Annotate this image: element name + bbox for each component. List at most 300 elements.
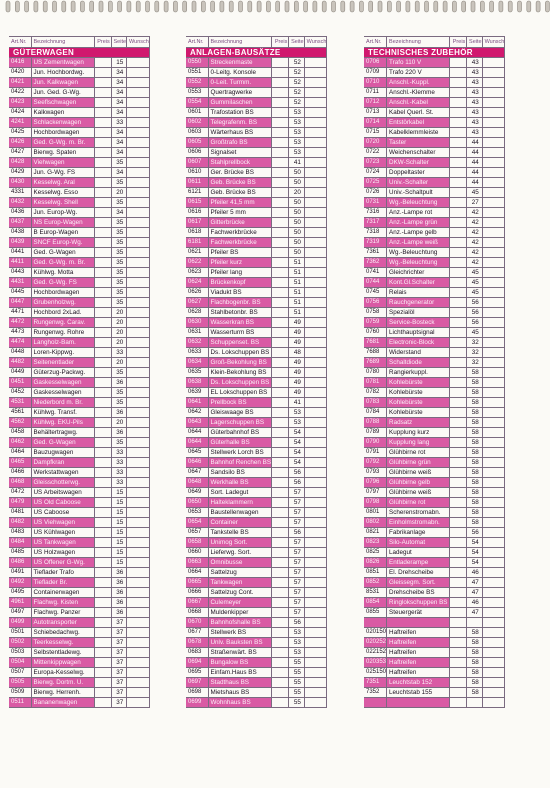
wunsch-cell[interactable] [482, 618, 505, 628]
wunsch-cell[interactable] [304, 668, 327, 678]
preis-cell[interactable] [450, 458, 467, 468]
preis-cell[interactable] [94, 498, 111, 508]
wunsch-cell[interactable] [127, 158, 150, 168]
wunsch-cell[interactable] [482, 648, 505, 658]
preis-cell[interactable] [450, 168, 467, 178]
preis-cell[interactable] [94, 488, 111, 498]
wunsch-cell[interactable] [304, 78, 327, 88]
wunsch-cell[interactable] [304, 368, 327, 378]
wunsch-cell[interactable] [482, 608, 505, 618]
wunsch-cell[interactable] [304, 398, 327, 408]
preis-cell[interactable] [94, 108, 111, 118]
preis-cell[interactable] [272, 58, 289, 68]
preis-cell[interactable] [272, 378, 289, 388]
wunsch-cell[interactable] [482, 678, 505, 688]
preis-cell[interactable] [450, 328, 467, 338]
wunsch-cell[interactable] [482, 148, 505, 158]
preis-cell[interactable] [450, 358, 467, 368]
wunsch-cell[interactable] [304, 598, 327, 608]
preis-cell[interactable] [450, 158, 467, 168]
wunsch-cell[interactable] [127, 418, 150, 428]
wunsch-cell[interactable] [127, 118, 150, 128]
wunsch-cell[interactable] [482, 458, 505, 468]
preis-cell[interactable] [94, 198, 111, 208]
preis-cell[interactable] [94, 688, 111, 698]
wunsch-cell[interactable] [304, 548, 327, 558]
wunsch-cell[interactable] [482, 88, 505, 98]
preis-cell[interactable] [272, 418, 289, 428]
wunsch-cell[interactable] [304, 628, 327, 638]
preis-cell[interactable] [94, 558, 111, 568]
preis-cell[interactable] [450, 98, 467, 108]
preis-cell[interactable] [450, 148, 467, 158]
wunsch-cell[interactable] [127, 58, 150, 68]
wunsch-cell[interactable] [127, 558, 150, 568]
preis-cell[interactable] [450, 668, 467, 678]
preis-cell[interactable] [450, 338, 467, 348]
preis-cell[interactable] [94, 478, 111, 488]
wunsch-cell[interactable] [304, 198, 327, 208]
preis-cell[interactable] [450, 488, 467, 498]
preis-cell[interactable] [272, 358, 289, 368]
preis-cell[interactable] [94, 598, 111, 608]
wunsch-cell[interactable] [482, 368, 505, 378]
wunsch-cell[interactable] [304, 208, 327, 218]
wunsch-cell[interactable] [127, 448, 150, 458]
preis-cell[interactable] [272, 628, 289, 638]
wunsch-cell[interactable] [482, 488, 505, 498]
wunsch-cell[interactable] [127, 68, 150, 78]
preis-cell[interactable] [94, 368, 111, 378]
wunsch-cell[interactable] [482, 468, 505, 478]
wunsch-cell[interactable] [127, 218, 150, 228]
wunsch-cell[interactable] [127, 198, 150, 208]
preis-cell[interactable] [272, 698, 289, 708]
wunsch-cell[interactable] [127, 268, 150, 278]
preis-cell[interactable] [272, 158, 289, 168]
preis-cell[interactable] [450, 218, 467, 228]
wunsch-cell[interactable] [127, 328, 150, 338]
wunsch-cell[interactable] [304, 138, 327, 148]
preis-cell[interactable] [272, 538, 289, 548]
preis-cell[interactable] [272, 268, 289, 278]
preis-cell[interactable] [94, 668, 111, 678]
preis-cell[interactable] [272, 568, 289, 578]
preis-cell[interactable] [272, 248, 289, 258]
preis-cell[interactable] [94, 308, 111, 318]
preis-cell[interactable] [272, 658, 289, 668]
preis-cell[interactable] [450, 258, 467, 268]
preis-cell[interactable] [450, 368, 467, 378]
preis-cell[interactable] [272, 368, 289, 378]
preis-cell[interactable] [94, 618, 111, 628]
wunsch-cell[interactable] [304, 698, 327, 708]
wunsch-cell[interactable] [127, 608, 150, 618]
preis-cell[interactable] [94, 228, 111, 238]
wunsch-cell[interactable] [482, 288, 505, 298]
wunsch-cell[interactable] [482, 98, 505, 108]
wunsch-cell[interactable] [482, 328, 505, 338]
preis-cell[interactable] [272, 78, 289, 88]
preis-cell[interactable] [94, 78, 111, 88]
wunsch-cell[interactable] [127, 438, 150, 448]
preis-cell[interactable] [450, 308, 467, 318]
preis-cell[interactable] [94, 328, 111, 338]
wunsch-cell[interactable] [127, 388, 150, 398]
wunsch-cell[interactable] [304, 58, 327, 68]
wunsch-cell[interactable] [304, 118, 327, 128]
preis-cell[interactable] [272, 478, 289, 488]
wunsch-cell[interactable] [304, 418, 327, 428]
preis-cell[interactable] [94, 268, 111, 278]
preis-cell[interactable] [94, 68, 111, 78]
wunsch-cell[interactable] [127, 288, 150, 298]
preis-cell[interactable] [450, 658, 467, 668]
preis-cell[interactable] [272, 308, 289, 318]
preis-cell[interactable] [450, 198, 467, 208]
wunsch-cell[interactable] [304, 278, 327, 288]
wunsch-cell[interactable] [482, 58, 505, 68]
wunsch-cell[interactable] [304, 538, 327, 548]
wunsch-cell[interactable] [127, 258, 150, 268]
wunsch-cell[interactable] [482, 278, 505, 288]
preis-cell[interactable] [94, 288, 111, 298]
wunsch-cell[interactable] [482, 248, 505, 258]
wunsch-cell[interactable] [482, 198, 505, 208]
wunsch-cell[interactable] [304, 498, 327, 508]
preis-cell[interactable] [450, 578, 467, 588]
wunsch-cell[interactable] [127, 468, 150, 478]
preis-cell[interactable] [450, 78, 467, 88]
preis-cell[interactable] [94, 648, 111, 658]
wunsch-cell[interactable] [482, 558, 505, 568]
wunsch-cell[interactable] [127, 478, 150, 488]
preis-cell[interactable] [272, 338, 289, 348]
wunsch-cell[interactable] [304, 558, 327, 568]
preis-cell[interactable] [450, 678, 467, 688]
wunsch-cell[interactable] [304, 568, 327, 578]
preis-cell[interactable] [272, 168, 289, 178]
preis-cell[interactable] [94, 148, 111, 158]
wunsch-cell[interactable] [127, 628, 150, 638]
preis-cell[interactable] [94, 698, 111, 708]
wunsch-cell[interactable] [482, 398, 505, 408]
preis-cell[interactable] [450, 348, 467, 358]
preis-cell[interactable] [272, 258, 289, 268]
preis-cell[interactable] [272, 348, 289, 358]
wunsch-cell[interactable] [482, 418, 505, 428]
wunsch-cell[interactable] [482, 178, 505, 188]
wunsch-cell[interactable] [127, 138, 150, 148]
preis-cell[interactable] [272, 688, 289, 698]
preis-cell[interactable] [450, 508, 467, 518]
preis-cell[interactable] [272, 608, 289, 618]
wunsch-cell[interactable] [127, 548, 150, 558]
preis-cell[interactable] [450, 318, 467, 328]
wunsch-cell[interactable] [304, 468, 327, 478]
preis-cell[interactable] [94, 298, 111, 308]
wunsch-cell[interactable] [304, 288, 327, 298]
wunsch-cell[interactable] [127, 248, 150, 258]
wunsch-cell[interactable] [482, 158, 505, 168]
wunsch-cell[interactable] [482, 358, 505, 368]
preis-cell[interactable] [94, 128, 111, 138]
wunsch-cell[interactable] [127, 278, 150, 288]
preis-cell[interactable] [272, 218, 289, 228]
wunsch-cell[interactable] [127, 568, 150, 578]
wunsch-cell[interactable] [482, 638, 505, 648]
preis-cell[interactable] [450, 648, 467, 658]
wunsch-cell[interactable] [482, 528, 505, 538]
preis-cell[interactable] [272, 598, 289, 608]
preis-cell[interactable] [272, 428, 289, 438]
preis-cell[interactable] [450, 398, 467, 408]
wunsch-cell[interactable] [304, 408, 327, 418]
wunsch-cell[interactable] [127, 508, 150, 518]
preis-cell[interactable] [272, 548, 289, 558]
preis-cell[interactable] [272, 558, 289, 568]
wunsch-cell[interactable] [127, 668, 150, 678]
wunsch-cell[interactable] [304, 148, 327, 158]
wunsch-cell[interactable] [127, 98, 150, 108]
wunsch-cell[interactable] [482, 378, 505, 388]
wunsch-cell[interactable] [127, 358, 150, 368]
preis-cell[interactable] [450, 498, 467, 508]
preis-cell[interactable] [450, 618, 467, 628]
preis-cell[interactable] [272, 138, 289, 148]
wunsch-cell[interactable] [127, 588, 150, 598]
wunsch-cell[interactable] [304, 218, 327, 228]
wunsch-cell[interactable] [304, 448, 327, 458]
preis-cell[interactable] [450, 58, 467, 68]
preis-cell[interactable] [272, 108, 289, 118]
wunsch-cell[interactable] [304, 298, 327, 308]
preis-cell[interactable] [272, 528, 289, 538]
preis-cell[interactable] [450, 128, 467, 138]
wunsch-cell[interactable] [482, 658, 505, 668]
preis-cell[interactable] [272, 588, 289, 598]
preis-cell[interactable] [272, 578, 289, 588]
wunsch-cell[interactable] [127, 168, 150, 178]
preis-cell[interactable] [94, 528, 111, 538]
wunsch-cell[interactable] [304, 268, 327, 278]
preis-cell[interactable] [94, 418, 111, 428]
preis-cell[interactable] [94, 658, 111, 668]
preis-cell[interactable] [450, 538, 467, 548]
wunsch-cell[interactable] [127, 318, 150, 328]
preis-cell[interactable] [450, 188, 467, 198]
wunsch-cell[interactable] [127, 498, 150, 508]
preis-cell[interactable] [94, 88, 111, 98]
preis-cell[interactable] [272, 178, 289, 188]
wunsch-cell[interactable] [482, 538, 505, 548]
wunsch-cell[interactable] [304, 98, 327, 108]
preis-cell[interactable] [272, 68, 289, 78]
wunsch-cell[interactable] [482, 568, 505, 578]
wunsch-cell[interactable] [127, 338, 150, 348]
wunsch-cell[interactable] [127, 368, 150, 378]
wunsch-cell[interactable] [127, 108, 150, 118]
wunsch-cell[interactable] [304, 318, 327, 328]
wunsch-cell[interactable] [482, 108, 505, 118]
wunsch-cell[interactable] [482, 128, 505, 138]
wunsch-cell[interactable] [304, 688, 327, 698]
wunsch-cell[interactable] [482, 478, 505, 488]
wunsch-cell[interactable] [482, 598, 505, 608]
wunsch-cell[interactable] [304, 168, 327, 178]
preis-cell[interactable] [450, 588, 467, 598]
preis-cell[interactable] [272, 638, 289, 648]
preis-cell[interactable] [94, 408, 111, 418]
preis-cell[interactable] [94, 518, 111, 528]
preis-cell[interactable] [272, 498, 289, 508]
wunsch-cell[interactable] [482, 438, 505, 448]
wunsch-cell[interactable] [482, 628, 505, 638]
preis-cell[interactable] [272, 198, 289, 208]
wunsch-cell[interactable] [127, 598, 150, 608]
wunsch-cell[interactable] [482, 578, 505, 588]
wunsch-cell[interactable] [304, 488, 327, 498]
preis-cell[interactable] [450, 698, 467, 708]
wunsch-cell[interactable] [482, 508, 505, 518]
wunsch-cell[interactable] [304, 458, 327, 468]
wunsch-cell[interactable] [304, 658, 327, 668]
wunsch-cell[interactable] [304, 248, 327, 258]
wunsch-cell[interactable] [127, 398, 150, 408]
wunsch-cell[interactable] [127, 238, 150, 248]
wunsch-cell[interactable] [482, 308, 505, 318]
wunsch-cell[interactable] [482, 518, 505, 528]
preis-cell[interactable] [450, 268, 467, 278]
preis-cell[interactable] [272, 318, 289, 328]
preis-cell[interactable] [94, 468, 111, 478]
wunsch-cell[interactable] [304, 588, 327, 598]
preis-cell[interactable] [272, 388, 289, 398]
wunsch-cell[interactable] [482, 298, 505, 308]
wunsch-cell[interactable] [127, 178, 150, 188]
wunsch-cell[interactable] [304, 358, 327, 368]
preis-cell[interactable] [272, 468, 289, 478]
preis-cell[interactable] [94, 548, 111, 558]
preis-cell[interactable] [450, 288, 467, 298]
preis-cell[interactable] [450, 108, 467, 118]
wunsch-cell[interactable] [127, 428, 150, 438]
preis-cell[interactable] [272, 288, 289, 298]
wunsch-cell[interactable] [482, 208, 505, 218]
preis-cell[interactable] [272, 298, 289, 308]
wunsch-cell[interactable] [127, 648, 150, 658]
wunsch-cell[interactable] [127, 298, 150, 308]
wunsch-cell[interactable] [127, 408, 150, 418]
wunsch-cell[interactable] [304, 518, 327, 528]
wunsch-cell[interactable] [482, 338, 505, 348]
wunsch-cell[interactable] [482, 428, 505, 438]
preis-cell[interactable] [94, 238, 111, 248]
preis-cell[interactable] [94, 338, 111, 348]
preis-cell[interactable] [94, 568, 111, 578]
wunsch-cell[interactable] [127, 678, 150, 688]
wunsch-cell[interactable] [482, 348, 505, 358]
wunsch-cell[interactable] [304, 648, 327, 658]
preis-cell[interactable] [450, 388, 467, 398]
preis-cell[interactable] [272, 668, 289, 678]
preis-cell[interactable] [272, 518, 289, 528]
preis-cell[interactable] [94, 458, 111, 468]
wunsch-cell[interactable] [127, 688, 150, 698]
preis-cell[interactable] [450, 428, 467, 438]
preis-cell[interactable] [450, 418, 467, 428]
wunsch-cell[interactable] [304, 348, 327, 358]
wunsch-cell[interactable] [482, 498, 505, 508]
preis-cell[interactable] [272, 408, 289, 418]
preis-cell[interactable] [272, 438, 289, 448]
preis-cell[interactable] [450, 528, 467, 538]
wunsch-cell[interactable] [304, 128, 327, 138]
preis-cell[interactable] [94, 118, 111, 128]
preis-cell[interactable] [272, 328, 289, 338]
preis-cell[interactable] [94, 378, 111, 388]
preis-cell[interactable] [94, 98, 111, 108]
wunsch-cell[interactable] [127, 698, 150, 708]
wunsch-cell[interactable] [127, 88, 150, 98]
preis-cell[interactable] [450, 118, 467, 128]
preis-cell[interactable] [450, 518, 467, 528]
preis-cell[interactable] [272, 118, 289, 128]
preis-cell[interactable] [272, 488, 289, 498]
wunsch-cell[interactable] [304, 238, 327, 248]
preis-cell[interactable] [450, 638, 467, 648]
wunsch-cell[interactable] [304, 108, 327, 118]
preis-cell[interactable] [94, 348, 111, 358]
wunsch-cell[interactable] [482, 68, 505, 78]
preis-cell[interactable] [94, 218, 111, 228]
wunsch-cell[interactable] [127, 618, 150, 628]
preis-cell[interactable] [450, 448, 467, 458]
wunsch-cell[interactable] [127, 488, 150, 498]
preis-cell[interactable] [272, 678, 289, 688]
wunsch-cell[interactable] [127, 128, 150, 138]
preis-cell[interactable] [450, 178, 467, 188]
preis-cell[interactable] [94, 258, 111, 268]
preis-cell[interactable] [94, 448, 111, 458]
wunsch-cell[interactable] [482, 588, 505, 598]
preis-cell[interactable] [94, 398, 111, 408]
preis-cell[interactable] [450, 468, 467, 478]
preis-cell[interactable] [272, 208, 289, 218]
preis-cell[interactable] [94, 578, 111, 588]
wunsch-cell[interactable] [304, 158, 327, 168]
wunsch-cell[interactable] [482, 258, 505, 268]
preis-cell[interactable] [450, 238, 467, 248]
wunsch-cell[interactable] [304, 378, 327, 388]
preis-cell[interactable] [450, 378, 467, 388]
wunsch-cell[interactable] [127, 638, 150, 648]
wunsch-cell[interactable] [304, 328, 327, 338]
preis-cell[interactable] [450, 628, 467, 638]
preis-cell[interactable] [94, 428, 111, 438]
wunsch-cell[interactable] [127, 208, 150, 218]
preis-cell[interactable] [272, 88, 289, 98]
wunsch-cell[interactable] [482, 688, 505, 698]
wunsch-cell[interactable] [304, 68, 327, 78]
preis-cell[interactable] [94, 628, 111, 638]
preis-cell[interactable] [272, 188, 289, 198]
preis-cell[interactable] [272, 278, 289, 288]
preis-cell[interactable] [450, 568, 467, 578]
wunsch-cell[interactable] [482, 668, 505, 678]
wunsch-cell[interactable] [304, 618, 327, 628]
wunsch-cell[interactable] [304, 308, 327, 318]
